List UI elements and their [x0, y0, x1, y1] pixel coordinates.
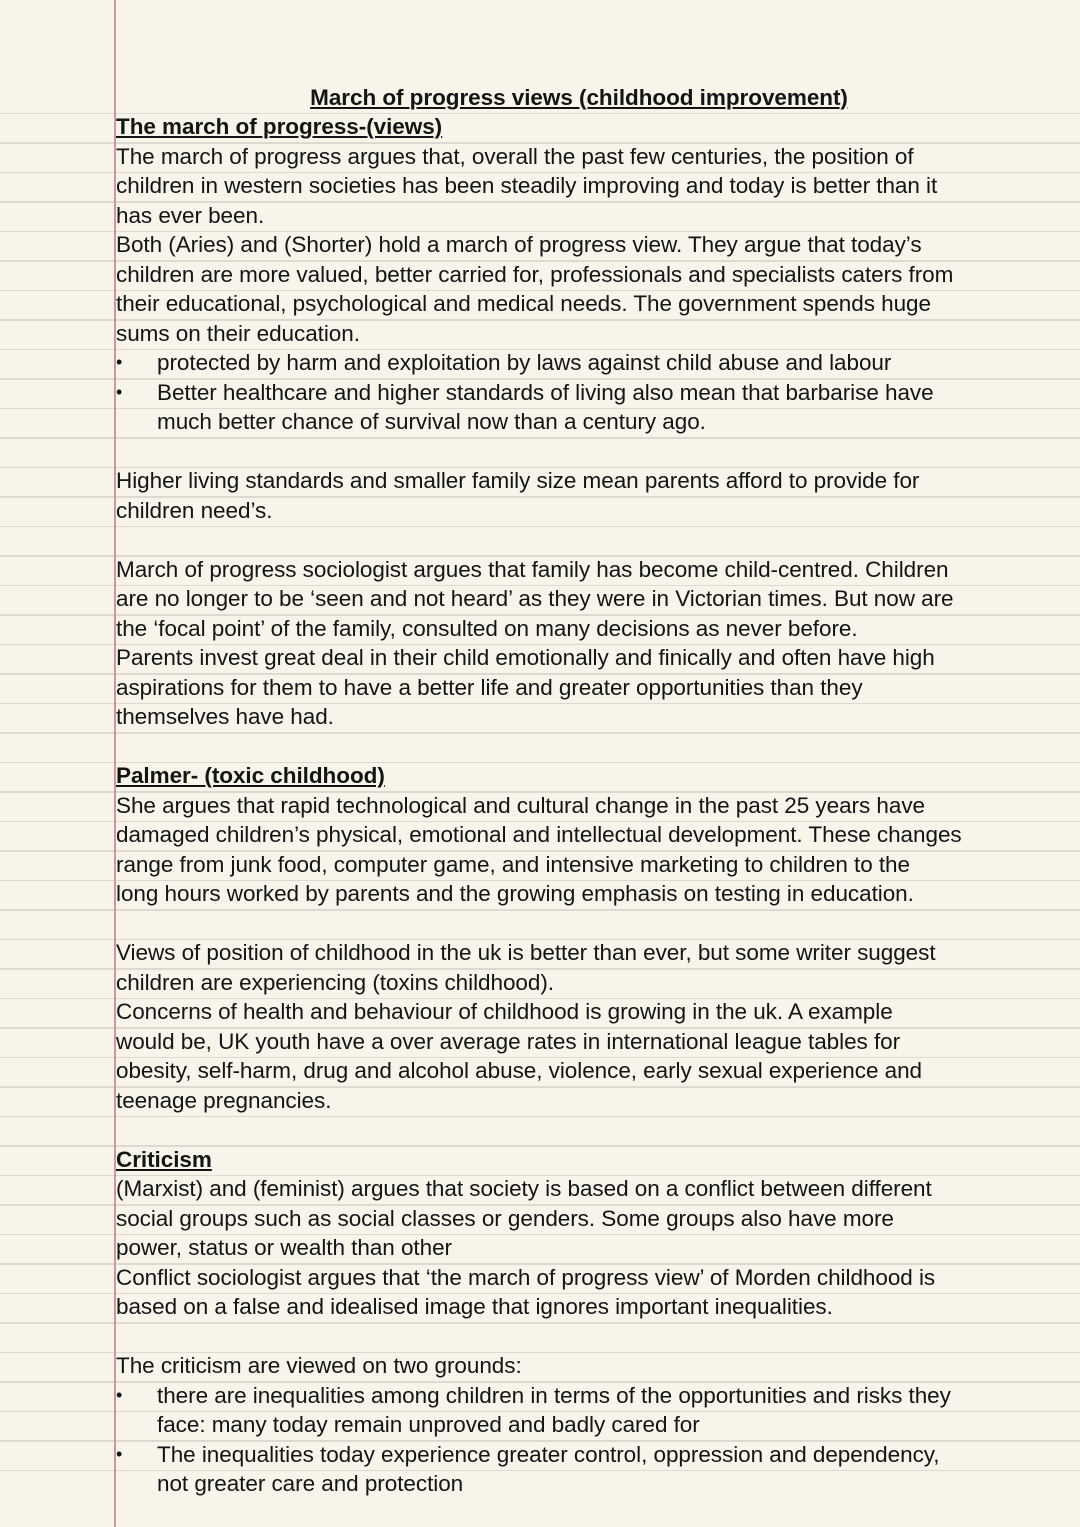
- text-line: [116, 585, 1066, 615]
- bullet-icon: •: [116, 1443, 123, 1464]
- line-text: long hours worked by parents and the growing emphasis on testing in education.: [116, 881, 914, 906]
- blank-line: [116, 733, 1066, 763]
- page-title-text: March of progress views (childhood improvement): [310, 84, 848, 110]
- line-text: Conflict sociologist argues that ‘the march of progress view’ of Morden childhood is: [116, 1264, 936, 1290]
- bullet-text: not greater care and protection: [157, 1471, 464, 1496]
- bullet-text: The inequalities today experience greater control, oppression and dependency,: [157, 1441, 940, 1467]
- page-title: [116, 84, 1066, 114]
- bullet-item: [116, 379, 1066, 409]
- bullet-text: protected by harm and exploitation by laws against child abuse and labour: [157, 350, 892, 375]
- text-line: [116, 1234, 1066, 1264]
- text-line: [116, 261, 1066, 291]
- line-text: Concerns of health and behaviour of childhood is growing in the uk. A example: [116, 999, 893, 1024]
- heading-text: Palmer- (toxic childhood): [116, 763, 385, 788]
- heading-text: The march of progress-(views): [116, 114, 443, 139]
- blank-line: [116, 1116, 1066, 1146]
- blank-line: [116, 1323, 1066, 1353]
- bullet-continuation: [116, 408, 1066, 438]
- text-line: [116, 1352, 1066, 1382]
- line-text: range from junk food, computer game, and intensive marketing to children to the: [116, 851, 910, 877]
- line-text: the ‘focal point’ of the family, consulted on many decisions as never before.: [116, 615, 858, 641]
- bullet-text: there are inequalities among children in terms of the opportunities and risks they: [157, 1382, 951, 1408]
- line-text: children are experiencing (toxins childhood).: [116, 969, 554, 995]
- bullet-continuation: [116, 1411, 1066, 1441]
- text-line: [116, 644, 1066, 674]
- line-text: based on a false and idealised image that ignores important inequalities.: [116, 1294, 833, 1319]
- text-line: [116, 1175, 1066, 1205]
- text-line: [116, 1057, 1066, 1087]
- text-line: [116, 939, 1066, 969]
- text-line: [116, 497, 1066, 527]
- section-heading-march-of-progress: [116, 113, 1066, 143]
- bullet-icon: •: [116, 381, 123, 402]
- line-text: social groups such as social classes or genders. Some groups also have more: [116, 1205, 894, 1231]
- bullet-text: face: many today remain unproved and badly cared for: [157, 1412, 700, 1437]
- line-text: power, status or wealth than other: [116, 1235, 452, 1260]
- line-text: children in western societies has been steadily improving and today is better than it: [116, 173, 938, 198]
- bullet-item: [116, 1382, 1066, 1412]
- line-text: Higher living standards and smaller family size mean parents afford to provide for: [116, 468, 920, 493]
- text-line: [116, 1264, 1066, 1294]
- text-line: [116, 1205, 1066, 1235]
- bullet-item: [116, 349, 1066, 379]
- heading-text: Criticism: [116, 1146, 212, 1172]
- line-text: themselves have had.: [116, 704, 334, 729]
- text-line: [116, 615, 1066, 645]
- note-page: [116, 84, 1066, 1500]
- line-text: children are more valued, better carried for, professionals and specialists caters from: [116, 261, 954, 287]
- text-line: [116, 821, 1066, 851]
- bullet-text: Better healthcare and higher standards of living also mean that barbarise have: [157, 379, 934, 405]
- line-text: Parents invest great deal in their child emotionally and finically and often have high: [116, 645, 935, 670]
- line-text: The criticism are viewed on two grounds:: [116, 1353, 522, 1378]
- text-line: [116, 320, 1066, 350]
- text-line: [116, 674, 1066, 704]
- line-text: obesity, self-harm, drug and alcohol abuse, violence, early sexual experience and: [116, 1058, 923, 1083]
- line-text: aspirations for them to have a better life and greater opportunities than they: [116, 674, 863, 700]
- text-line: [116, 1087, 1066, 1117]
- line-text: The march of progress argues that, overall the past few centuries, the position of: [116, 143, 914, 169]
- text-line: [116, 467, 1066, 497]
- bullet-continuation: [116, 1470, 1066, 1500]
- blank-line: [116, 526, 1066, 556]
- section-heading-criticism: [116, 1146, 1066, 1176]
- text-line: [116, 703, 1066, 733]
- text-line: [116, 290, 1066, 320]
- text-line: [116, 1028, 1066, 1058]
- line-text: sums on their education.: [116, 320, 360, 346]
- text-line: [116, 1293, 1066, 1323]
- line-text: She argues that rapid technological and cultural change in the past 25 years have: [116, 792, 925, 818]
- line-text: damaged children’s physical, emotional and intellectual development. These changes: [116, 822, 962, 847]
- blank-line: [116, 910, 1066, 940]
- text-line: [116, 969, 1066, 999]
- text-line: [116, 231, 1066, 261]
- line-text: children need’s.: [116, 497, 273, 523]
- text-line: [116, 851, 1066, 881]
- line-text: has ever been.: [116, 202, 265, 228]
- line-text: Both (Aries) and (Shorter) hold a march of progress view. They argue that today’s: [116, 232, 922, 257]
- line-text: teenage pregnancies.: [116, 1087, 332, 1113]
- line-text: their educational, psychological and medical needs. The government spends huge: [116, 291, 931, 316]
- bullet-icon: •: [116, 352, 123, 372]
- line-text: March of progress sociologist argues that family has become child-centred. Children: [116, 556, 949, 582]
- section-heading-palmer: [116, 762, 1066, 792]
- text-line: [116, 880, 1066, 910]
- text-line: [116, 143, 1066, 173]
- bullet-text: much better chance of survival now than a century ago.: [157, 409, 706, 434]
- text-line: [116, 172, 1066, 202]
- bullet-item: [116, 1441, 1066, 1471]
- bullet-icon: •: [116, 1384, 123, 1405]
- text-line: [116, 556, 1066, 586]
- line-text: are no longer to be ‘seen and not heard’ as they were in Victorian times. But now are: [116, 586, 954, 611]
- line-text: would be, UK youth have a over average rates in international league tables for: [116, 1028, 901, 1054]
- blank-line: [116, 438, 1066, 468]
- line-text: Views of position of childhood in the uk is better than ever, but some writer suggest: [116, 940, 936, 965]
- text-line: [116, 202, 1066, 232]
- line-text: (Marxist) and (feminist) argues that society is based on a conflict between different: [116, 1176, 932, 1201]
- text-line: [116, 792, 1066, 822]
- text-line: [116, 998, 1066, 1028]
